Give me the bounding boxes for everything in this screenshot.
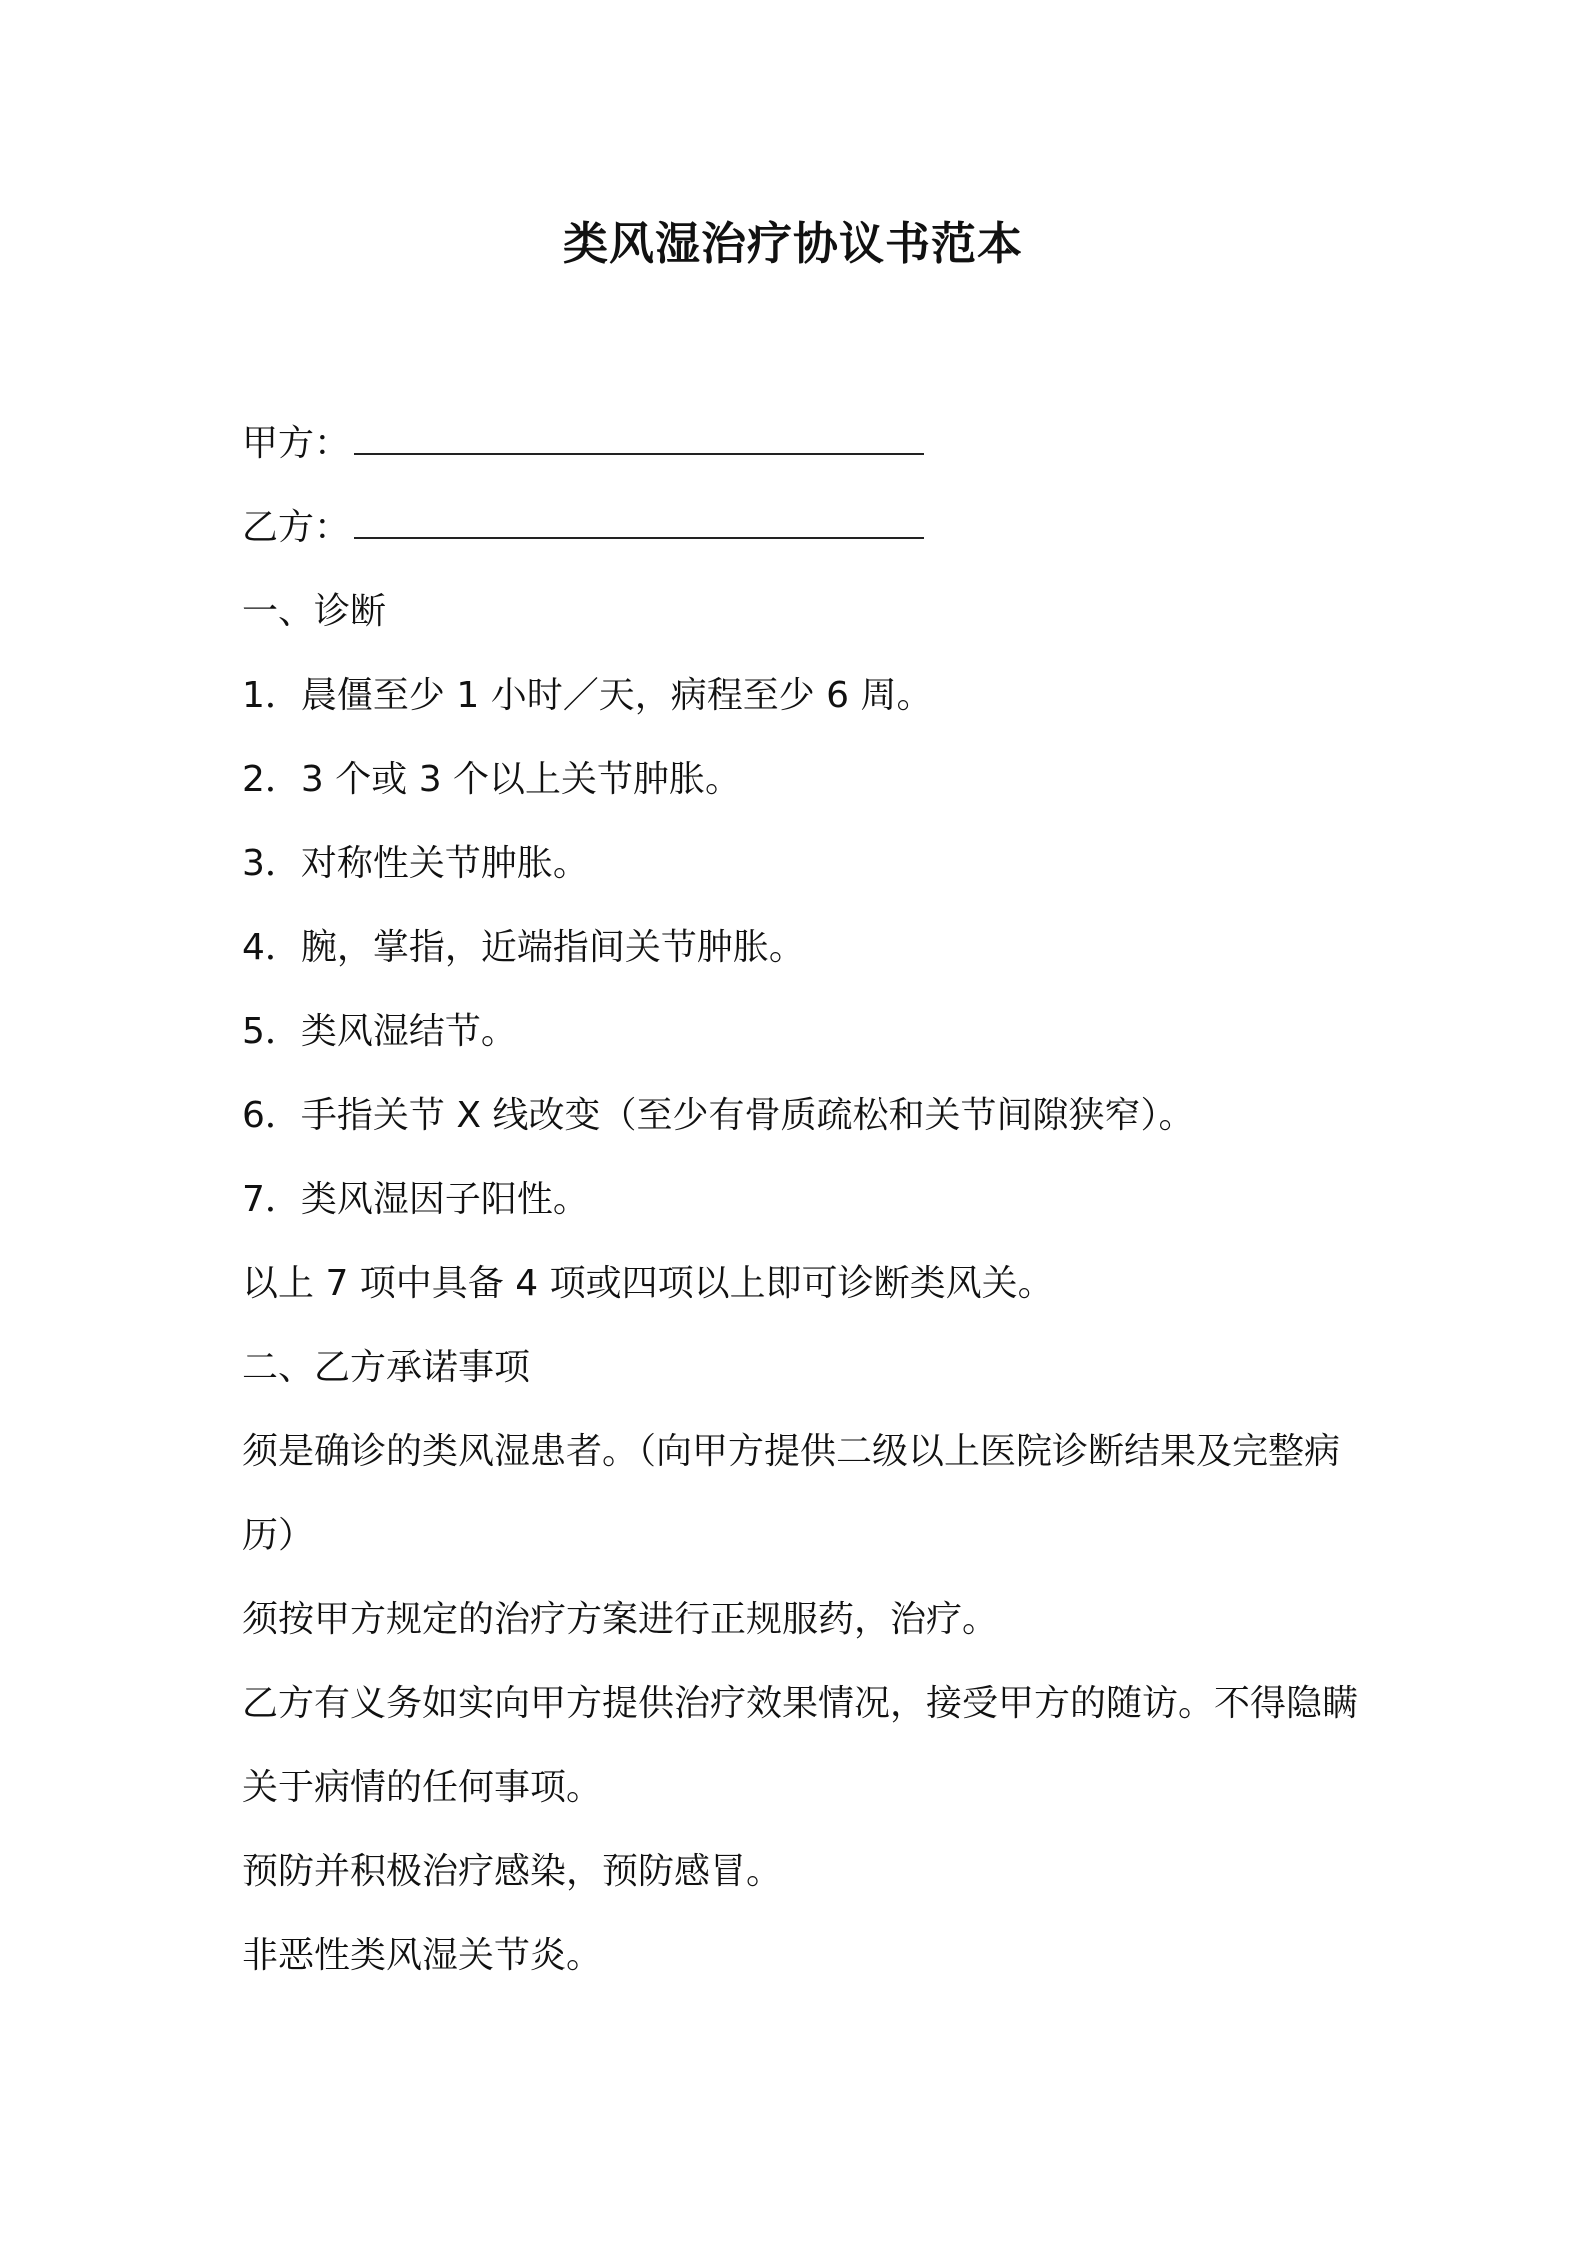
criterion-item: 5．类风湿结节。 — [242, 1011, 517, 1052]
party-a-line — [242, 402, 1362, 486]
party-b-blank — [354, 493, 924, 539]
section-heading-commitments: 二、乙方承诺事项 — [242, 1347, 531, 1388]
criterion-item: 3．对称性关节肿胀。 — [242, 843, 589, 884]
commitment-item: 非恶性类风湿关节炎。 — [242, 1935, 603, 1976]
criterion-item: 2．3 个或 3 个以上关节肿胀。 — [242, 759, 742, 800]
commitment-item: 乙方有义务如实向甲方提供治疗效果情况，接受甲方的随访。不得隐瞒关于病情的任何事项。 — [242, 1683, 1359, 1808]
commitment-item: 须是确诊的类风湿患者。（向甲方提供二级以上医院诊断结果及完整病历） — [242, 1431, 1341, 1556]
criteria-summary: 以上 7 项中具备 4 项或四项以上即可诊断类风关。 — [242, 1263, 1054, 1304]
party-a-blank — [354, 409, 924, 455]
criterion-item: 1．晨僵至少 1 小时／天，病程至少 6 周。 — [242, 675, 933, 716]
document-title: 类风湿治疗协议书范本 — [562, 217, 1023, 270]
criterion-item: 4．腕，掌指，近端指间关节肿胀。 — [242, 927, 805, 968]
party-a-label: 甲方： — [242, 423, 351, 464]
document-body — [242, 402, 1362, 1998]
criterion-item: 6．手指关节 X 线改变（至少有骨质疏松和关节间隙狭窄）。 — [242, 1095, 1195, 1136]
commitment-item: 预防并积极治疗感染，预防感冒。 — [242, 1851, 783, 1892]
commitment-item: 须按甲方规定的治疗方案进行正规服药，治疗。 — [242, 1599, 999, 1640]
criterion-item: 7．类风湿因子阳性。 — [242, 1179, 589, 1220]
section-heading-diagnosis: 一、诊断 — [242, 591, 387, 632]
party-b-label: 乙方： — [242, 507, 351, 548]
party-b-line — [242, 486, 1362, 570]
